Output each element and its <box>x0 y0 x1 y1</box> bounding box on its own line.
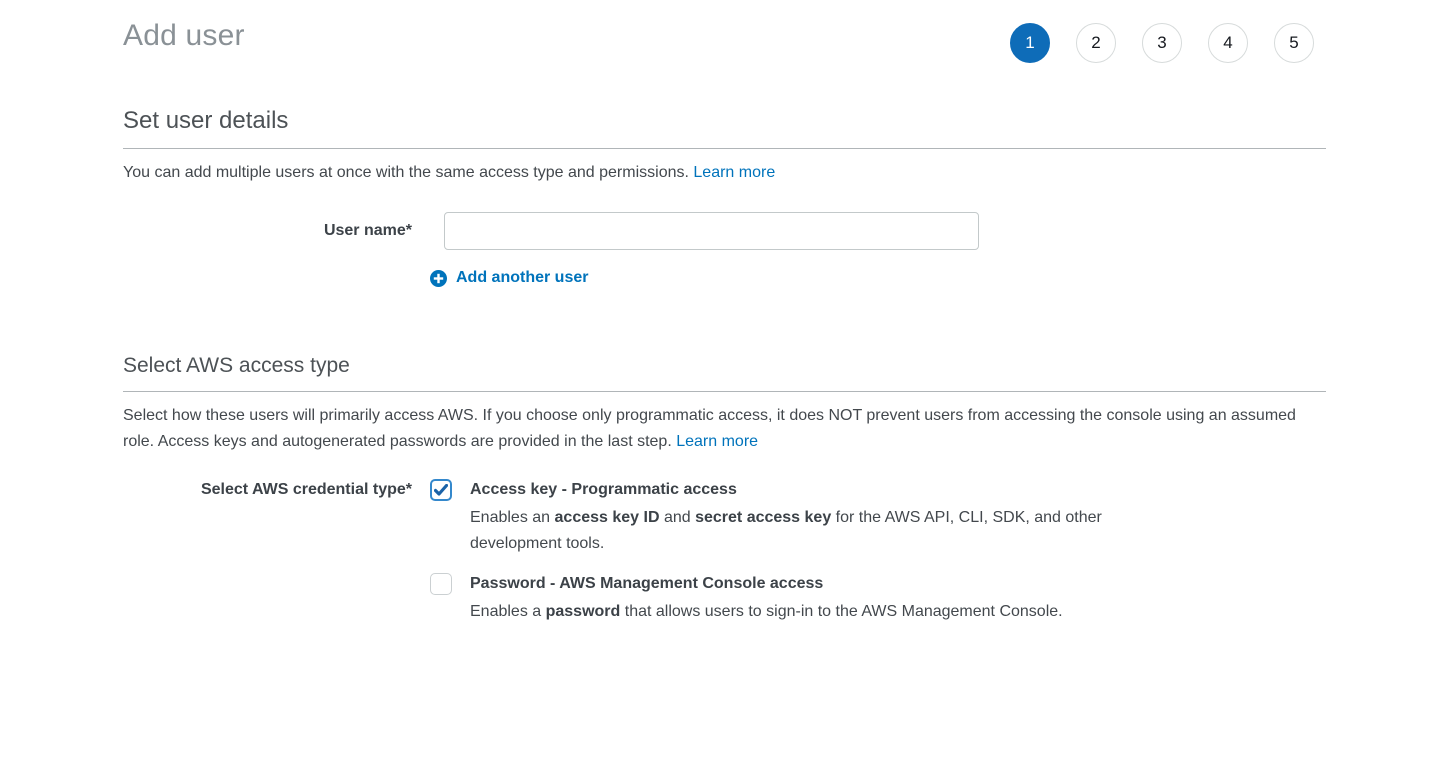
desc-bold: password <box>545 602 621 620</box>
wizard-steps <box>1010 23 1326 63</box>
checkmark-icon <box>434 484 448 496</box>
credential-type-label: Select AWS credential type* <box>200 480 412 498</box>
step-1: 1 <box>1010 23 1050 63</box>
password-option-title: Password - AWS Management Console access <box>470 574 824 592</box>
credential-type-row <box>123 478 1326 626</box>
user-name-label: User name* <box>323 222 412 239</box>
step-2: 2 <box>1076 23 1116 63</box>
step-5: 5 <box>1274 23 1314 63</box>
step-4: 4 <box>1208 23 1248 63</box>
add-user-page <box>123 0 1326 625</box>
select-access-type-section <box>123 354 1326 626</box>
access-key-option-text <box>470 478 1170 558</box>
password-option-text <box>470 572 1063 626</box>
learn-more-link-user-details[interactable]: Learn more <box>693 164 776 181</box>
desc-text: and <box>659 508 696 526</box>
desc-bold: access key ID <box>554 508 660 526</box>
page-title: Add user <box>123 19 245 52</box>
user-name-input[interactable] <box>444 212 979 250</box>
page-header <box>123 14 1326 63</box>
desc-text: for the AWS API, CLI, SDK, and other development tools. <box>470 508 1102 552</box>
add-another-user-button[interactable] <box>430 269 588 287</box>
desc-text: Enables a <box>470 602 546 620</box>
access-type-intro <box>123 403 1326 455</box>
desc-bold: secret access key <box>695 508 832 526</box>
section-heading-user-details: Set user details <box>123 107 1326 149</box>
user-details-intro-text: You can add multiple users at once with the same access type and permissions. <box>123 164 694 181</box>
access-type-intro-text: Select how these users will primarily access AWS. If you choose only programmatic access, it does NOT prevent users from accessing the console using an assumed role. Access keys and autogenerated passwords are provided in the last step. <box>123 406 1296 450</box>
desc-text: Enables an <box>470 508 555 526</box>
access-key-option-desc <box>470 505 1170 558</box>
learn-more-link-access-type[interactable]: Learn more <box>676 432 759 450</box>
access-key-checkbox[interactable] <box>430 479 452 501</box>
user-details-intro <box>123 160 1326 186</box>
set-user-details-section <box>123 107 1326 292</box>
section-heading-access-type: Select AWS access type <box>123 354 1326 392</box>
password-option <box>430 572 1170 626</box>
access-key-option <box>430 478 1170 558</box>
password-checkbox[interactable] <box>430 573 452 595</box>
step-3: 3 <box>1142 23 1182 63</box>
credential-options <box>430 478 1170 626</box>
user-name-row <box>123 212 1326 250</box>
add-another-user-label: Add another user <box>456 269 589 286</box>
desc-text: that allows users to sign-in to the AWS Management Console. <box>620 602 1063 620</box>
password-option-desc <box>470 599 1063 626</box>
access-key-option-title: Access key - Programmatic access <box>470 480 737 498</box>
plus-circle-icon <box>430 270 447 287</box>
